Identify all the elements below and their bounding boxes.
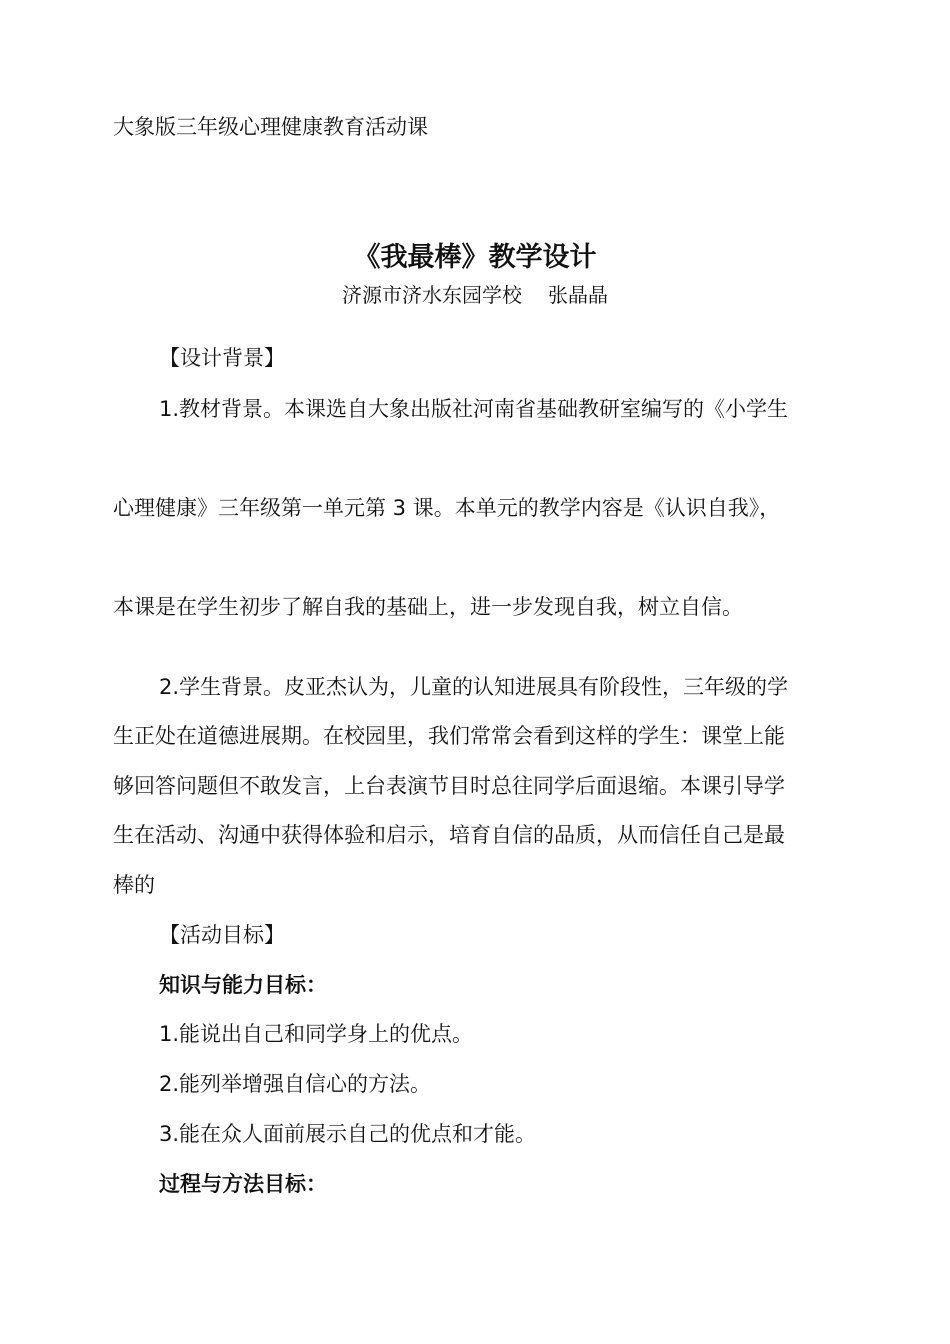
knowledge-item: 3.能在众人面前展示自己的优点和才能。 <box>159 1122 537 1146</box>
background-p1-line: 心理健康》三年级第一单元第 3 课。本单元的教学内容是《认识自我》， <box>113 496 781 520</box>
document-title: 《我最棒》教学设计 <box>353 242 597 273</box>
background-p2-line: 够回答问题但不敢发言，上台表演节目时总往同学后面退缩。本课引导学 <box>113 774 785 798</box>
knowledge-item: 2.能列举增强自信心的方法。 <box>159 1072 432 1096</box>
knowledge-heading: 知识与能力目标： <box>159 973 327 997</box>
background-p1-line: 1.教材背景。本课选自大象出版社河南省基础教研室编写的《小学生 <box>159 397 789 421</box>
knowledge-item: 1.能说出自己和同学身上的优点。 <box>159 1022 474 1046</box>
background-p2-line: 棒的 <box>113 873 155 897</box>
background-p2-line: 生正处在道德进展期。在校园里，我们常常会看到这样的学生：课堂上能 <box>113 724 785 748</box>
author-name: 张晶晶 <box>548 283 608 307</box>
background-heading: 【设计背景】 <box>159 346 285 370</box>
author-line <box>0 281 950 309</box>
series-title: 大象版三年级心理健康教育活动课 <box>113 115 428 139</box>
background-p2-line: 2.学生背景。皮亚杰认为，儿童的认知进展具有阶段性，三年级的学 <box>159 675 789 699</box>
author-school: 济源市济水东园学校 <box>342 283 522 307</box>
background-p2-line: 生在活动、沟通中获得体验和启示，培育自信的品质，从而信任自己是最 <box>113 823 785 847</box>
goals-heading: 【活动目标】 <box>159 923 285 947</box>
process-heading: 过程与方法目标： <box>159 1172 327 1196</box>
background-p1-line: 本课是在学生初步了解自我的基础上，进一步发现自我，树立自信。 <box>113 595 743 619</box>
